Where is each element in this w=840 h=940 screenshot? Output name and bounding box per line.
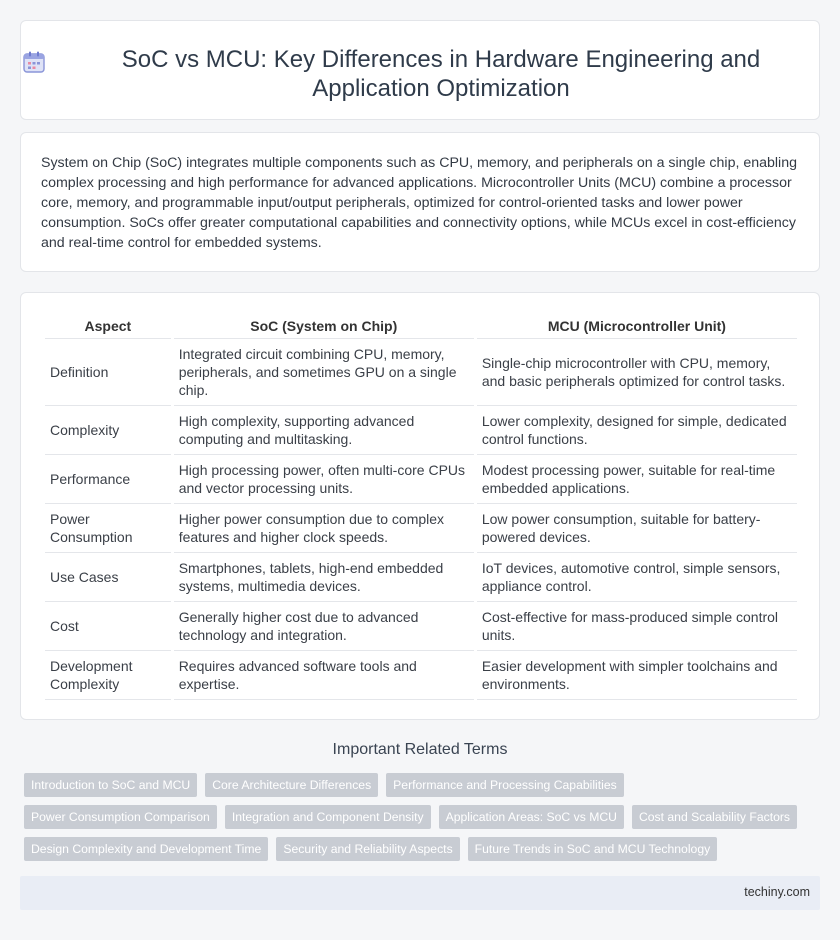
mcu-cell: Easier development with simpler toolchains and environments. — [477, 651, 797, 700]
aspect-cell: Cost — [45, 602, 171, 651]
page-title: SoC vs MCU: Key Differences in Hardware Engineering and Application Optimization — [121, 46, 761, 102]
soc-cell: Integrated circuit combining CPU, memory, peripherals, and sometimes GPU on a single chip. — [174, 339, 474, 406]
mcu-cell: IoT devices, automotive control, simple sensors, appliance control. — [477, 553, 797, 602]
footer-bar — [20, 876, 820, 910]
table-row — [45, 602, 797, 651]
intro-paragraph: System on Chip (SoC) integrates multiple components such as CPU, memory, and peripherals on a single chip, enabling complex processing and high performance for advanced applications. Microcontroller Units (MCU) combine a processor core, memory, and programmable input/output peripherals, optimized for control-oriented tasks and lower power consumption. SoCs offer greater computational capabilities and connectivity options, while MCUs excel in cost-efficiency and real-time control for embedded systems. — [41, 155, 797, 251]
soc-cell: Smartphones, tablets, high-end embedded systems, multimedia devices. — [174, 553, 474, 602]
aspect-cell: Use Cases — [45, 553, 171, 602]
table-row — [45, 651, 797, 700]
related-term-tag[interactable]: Core Architecture Differences — [205, 773, 378, 797]
aspect-cell: Development Complexity — [45, 651, 171, 700]
mcu-cell: Modest processing power, suitable for real-time embedded applications. — [477, 455, 797, 504]
table-row — [45, 553, 797, 602]
aspect-cell: Definition — [45, 339, 171, 406]
related-term-tag[interactable]: Future Trends in SoC and MCU Technology — [468, 837, 718, 861]
related-term-tag[interactable]: Introduction to SoC and MCU — [24, 773, 197, 797]
related-terms-list — [24, 773, 824, 861]
comparison-table — [42, 315, 800, 700]
related-term-tag[interactable]: Security and Reliability Aspects — [276, 837, 459, 861]
table-row — [45, 406, 797, 455]
mcu-cell: Cost-effective for mass-produced simple control units. — [477, 602, 797, 651]
mcu-cell: Single-chip microcontroller with CPU, memory, and basic peripherals optimized for control tasks. — [477, 339, 797, 406]
related-term-tag[interactable]: Design Complexity and Development Time — [24, 837, 268, 861]
related-term-tag[interactable]: Integration and Component Density — [225, 805, 431, 829]
related-term-tag[interactable]: Performance and Processing Capabilities — [386, 773, 624, 797]
table-row — [45, 339, 797, 406]
aspect-cell: Complexity — [45, 406, 171, 455]
related-term-tag[interactable]: Power Consumption Comparison — [24, 805, 217, 829]
aspect-cell: Power Consumption — [45, 504, 171, 553]
soc-cell: Requires advanced software tools and expertise. — [174, 651, 474, 700]
soc-cell: High processing power, often multi-core CPUs and vector processing units. — [174, 455, 474, 504]
header-mcu: MCU (Microcontroller Unit) — [477, 315, 797, 339]
related-term-tag[interactable]: Cost and Scalability Factors — [632, 805, 797, 829]
table-row — [45, 504, 797, 553]
mcu-cell: Low power consumption, suitable for battery-powered devices. — [477, 504, 797, 553]
comparison-card — [20, 292, 820, 720]
header-soc: SoC (System on Chip) — [174, 315, 474, 339]
table-row — [45, 455, 797, 504]
header-aspect: Aspect — [45, 315, 171, 339]
soc-cell: Generally higher cost due to advanced technology and integration. — [174, 602, 474, 651]
footer-site-link[interactable]: techiny.com — [744, 885, 810, 899]
title-card — [20, 20, 820, 120]
soc-cell: High complexity, supporting advanced computing and multitasking. — [174, 406, 474, 455]
table-header-row — [45, 315, 797, 339]
related-term-tag[interactable]: Application Areas: SoC vs MCU — [439, 805, 624, 829]
calendar-icon — [21, 49, 47, 75]
mcu-cell: Lower complexity, designed for simple, dedicated control functions. — [477, 406, 797, 455]
soc-cell: Higher power consumption due to complex features and higher clock speeds. — [174, 504, 474, 553]
related-terms-title: Important Related Terms — [332, 741, 508, 758]
aspect-cell: Performance — [45, 455, 171, 504]
intro-card — [20, 132, 820, 272]
